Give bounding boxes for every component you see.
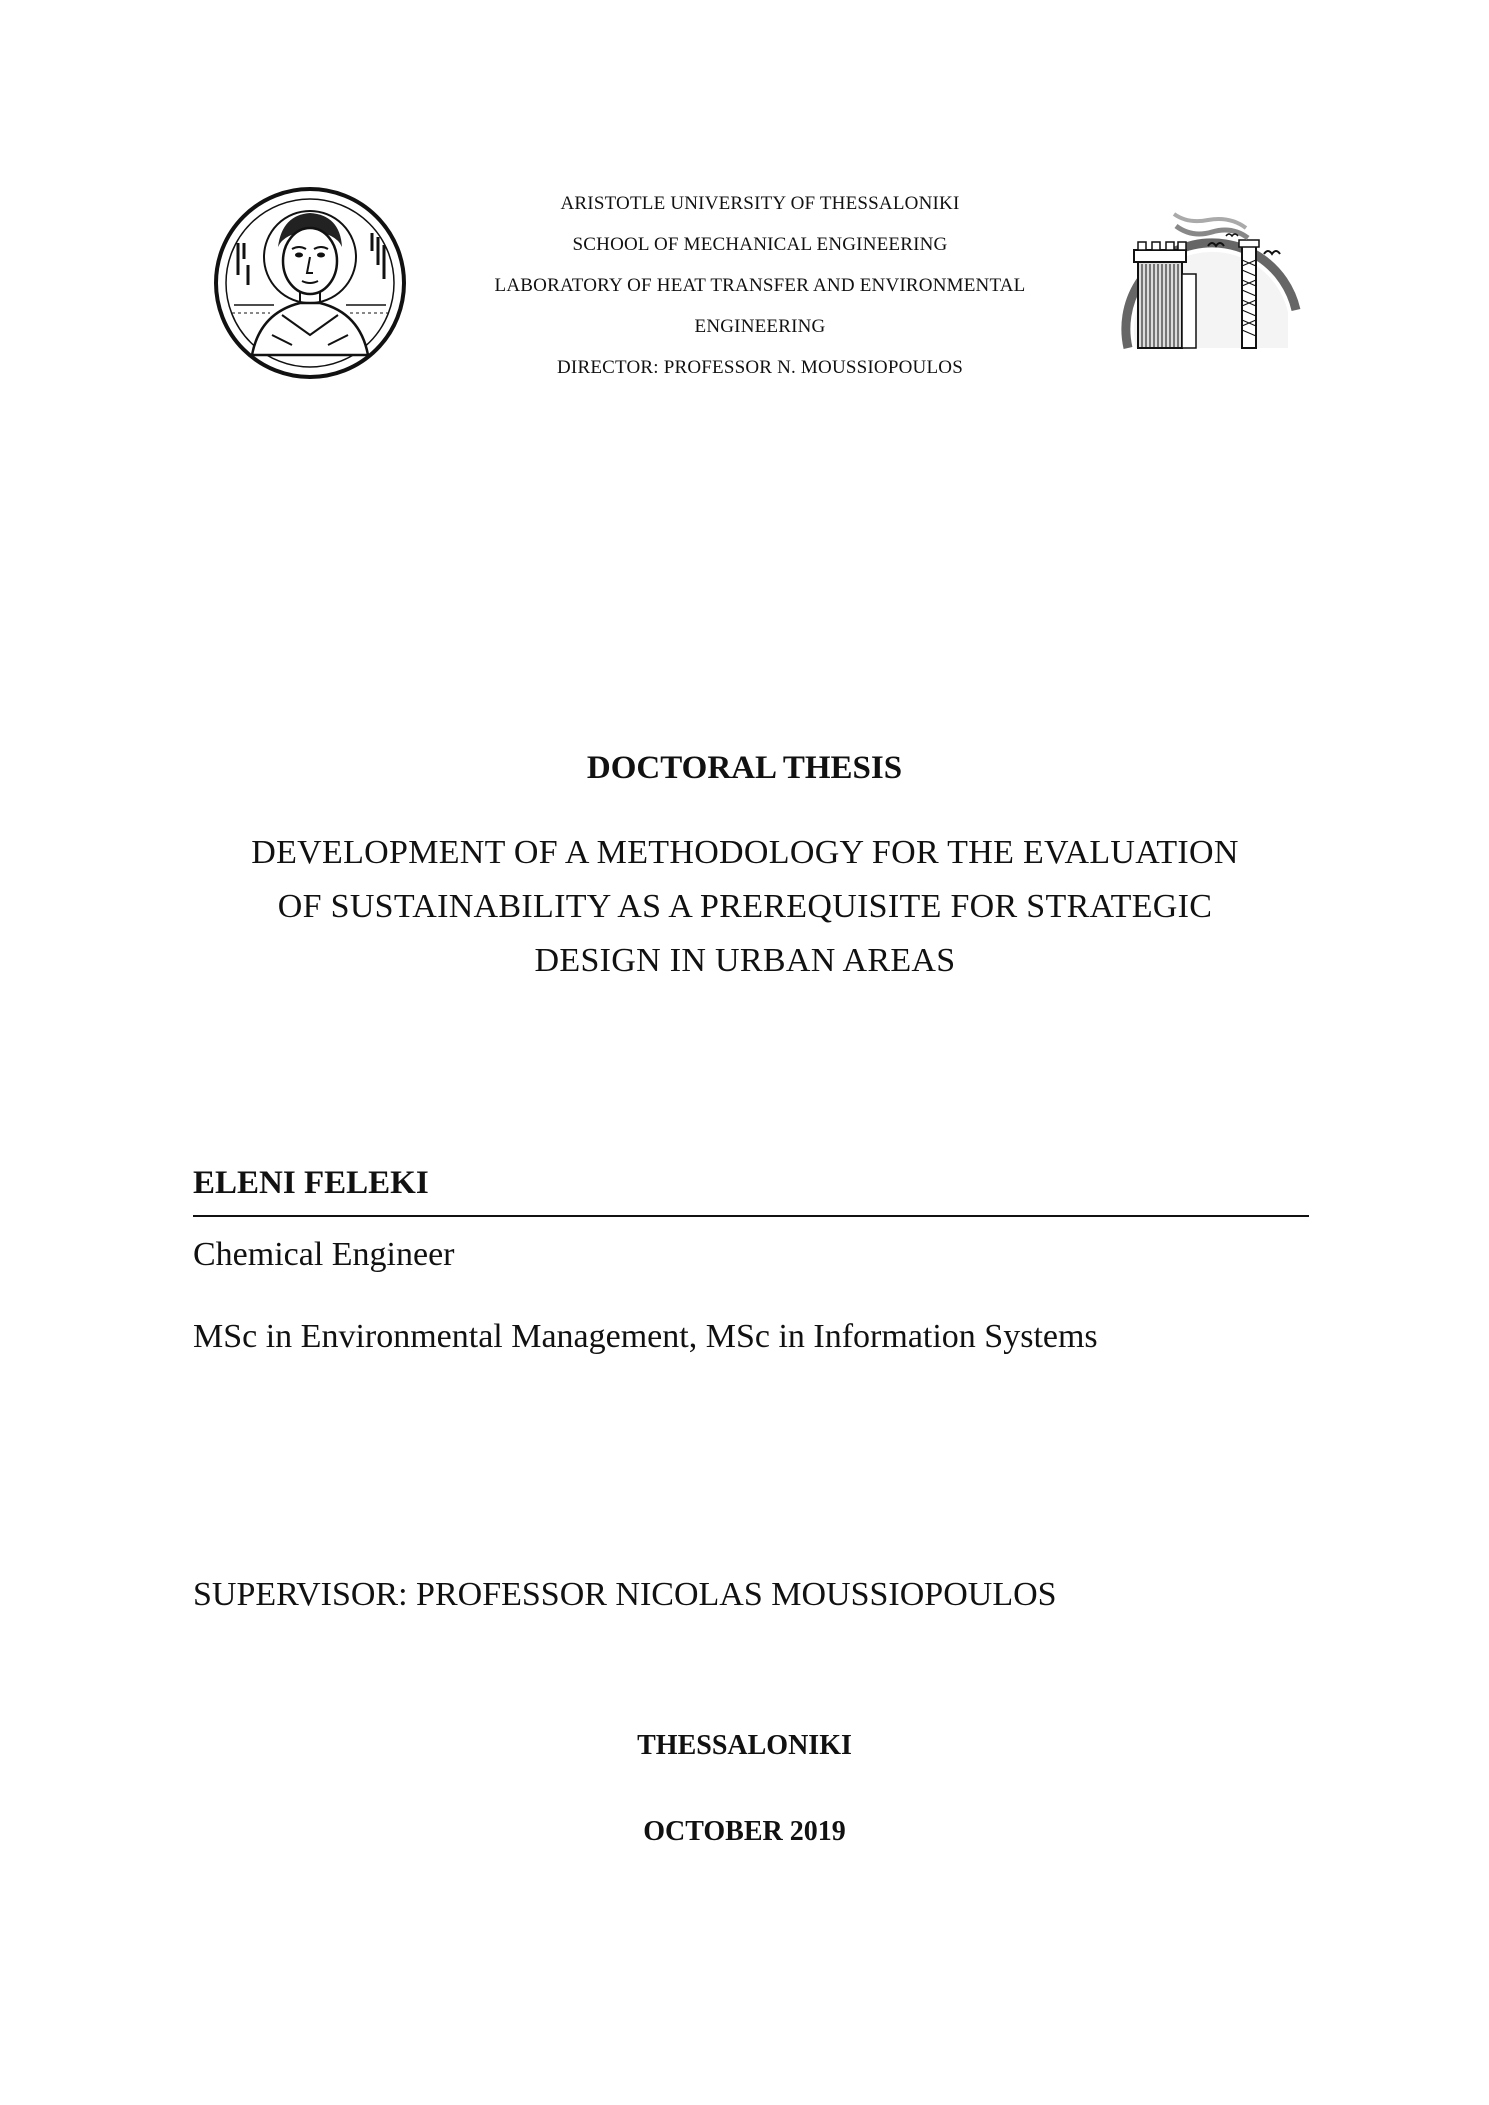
- laboratory-logo-icon: [1116, 190, 1306, 352]
- author-name: ELENI FELEKI: [193, 1165, 429, 1201]
- thesis-title-line3: DESIGN IN URBAN AREAS: [534, 942, 956, 979]
- thesis-title-line2: OF SUSTAINABILITY AS A PREREQUISITE FOR STRATEGIC: [277, 888, 1213, 925]
- author-degrees: MSc in Environmental Management, MSc in Information Systems: [193, 1318, 1098, 1355]
- submission-date: OCTOBER 2019: [643, 1816, 846, 1847]
- institution-header: [440, 183, 1080, 388]
- laboratory-name-line2: ENGINEERING: [694, 316, 826, 337]
- laboratory-name-line1: LABORATORY OF HEAT TRANSFER AND ENVIRONMENTAL: [494, 275, 1026, 296]
- author-divider: [193, 1215, 1309, 1217]
- author-profession: Chemical Engineer: [193, 1236, 455, 1273]
- thesis-title-line1: DEVELOPMENT OF A METHODOLOGY FOR THE EVALUATION: [251, 834, 1239, 871]
- document-type: DOCTORAL THESIS: [586, 750, 903, 786]
- director-name: DIRECTOR: PROFESSOR N. MOUSSIOPOULOS: [557, 357, 963, 378]
- school-name: SCHOOL OF MECHANICAL ENGINEERING: [572, 234, 948, 255]
- thesis-title: [180, 826, 1310, 988]
- place: THESSALONIKI: [637, 1730, 852, 1761]
- university-seal-icon: [212, 185, 408, 381]
- supervisor-name: SUPERVISOR: PROFESSOR NICOLAS MOUSSIOPOULOS: [193, 1576, 1057, 1613]
- university-name: ARISTOTLE UNIVERSITY OF THESSALONIKI: [560, 193, 960, 214]
